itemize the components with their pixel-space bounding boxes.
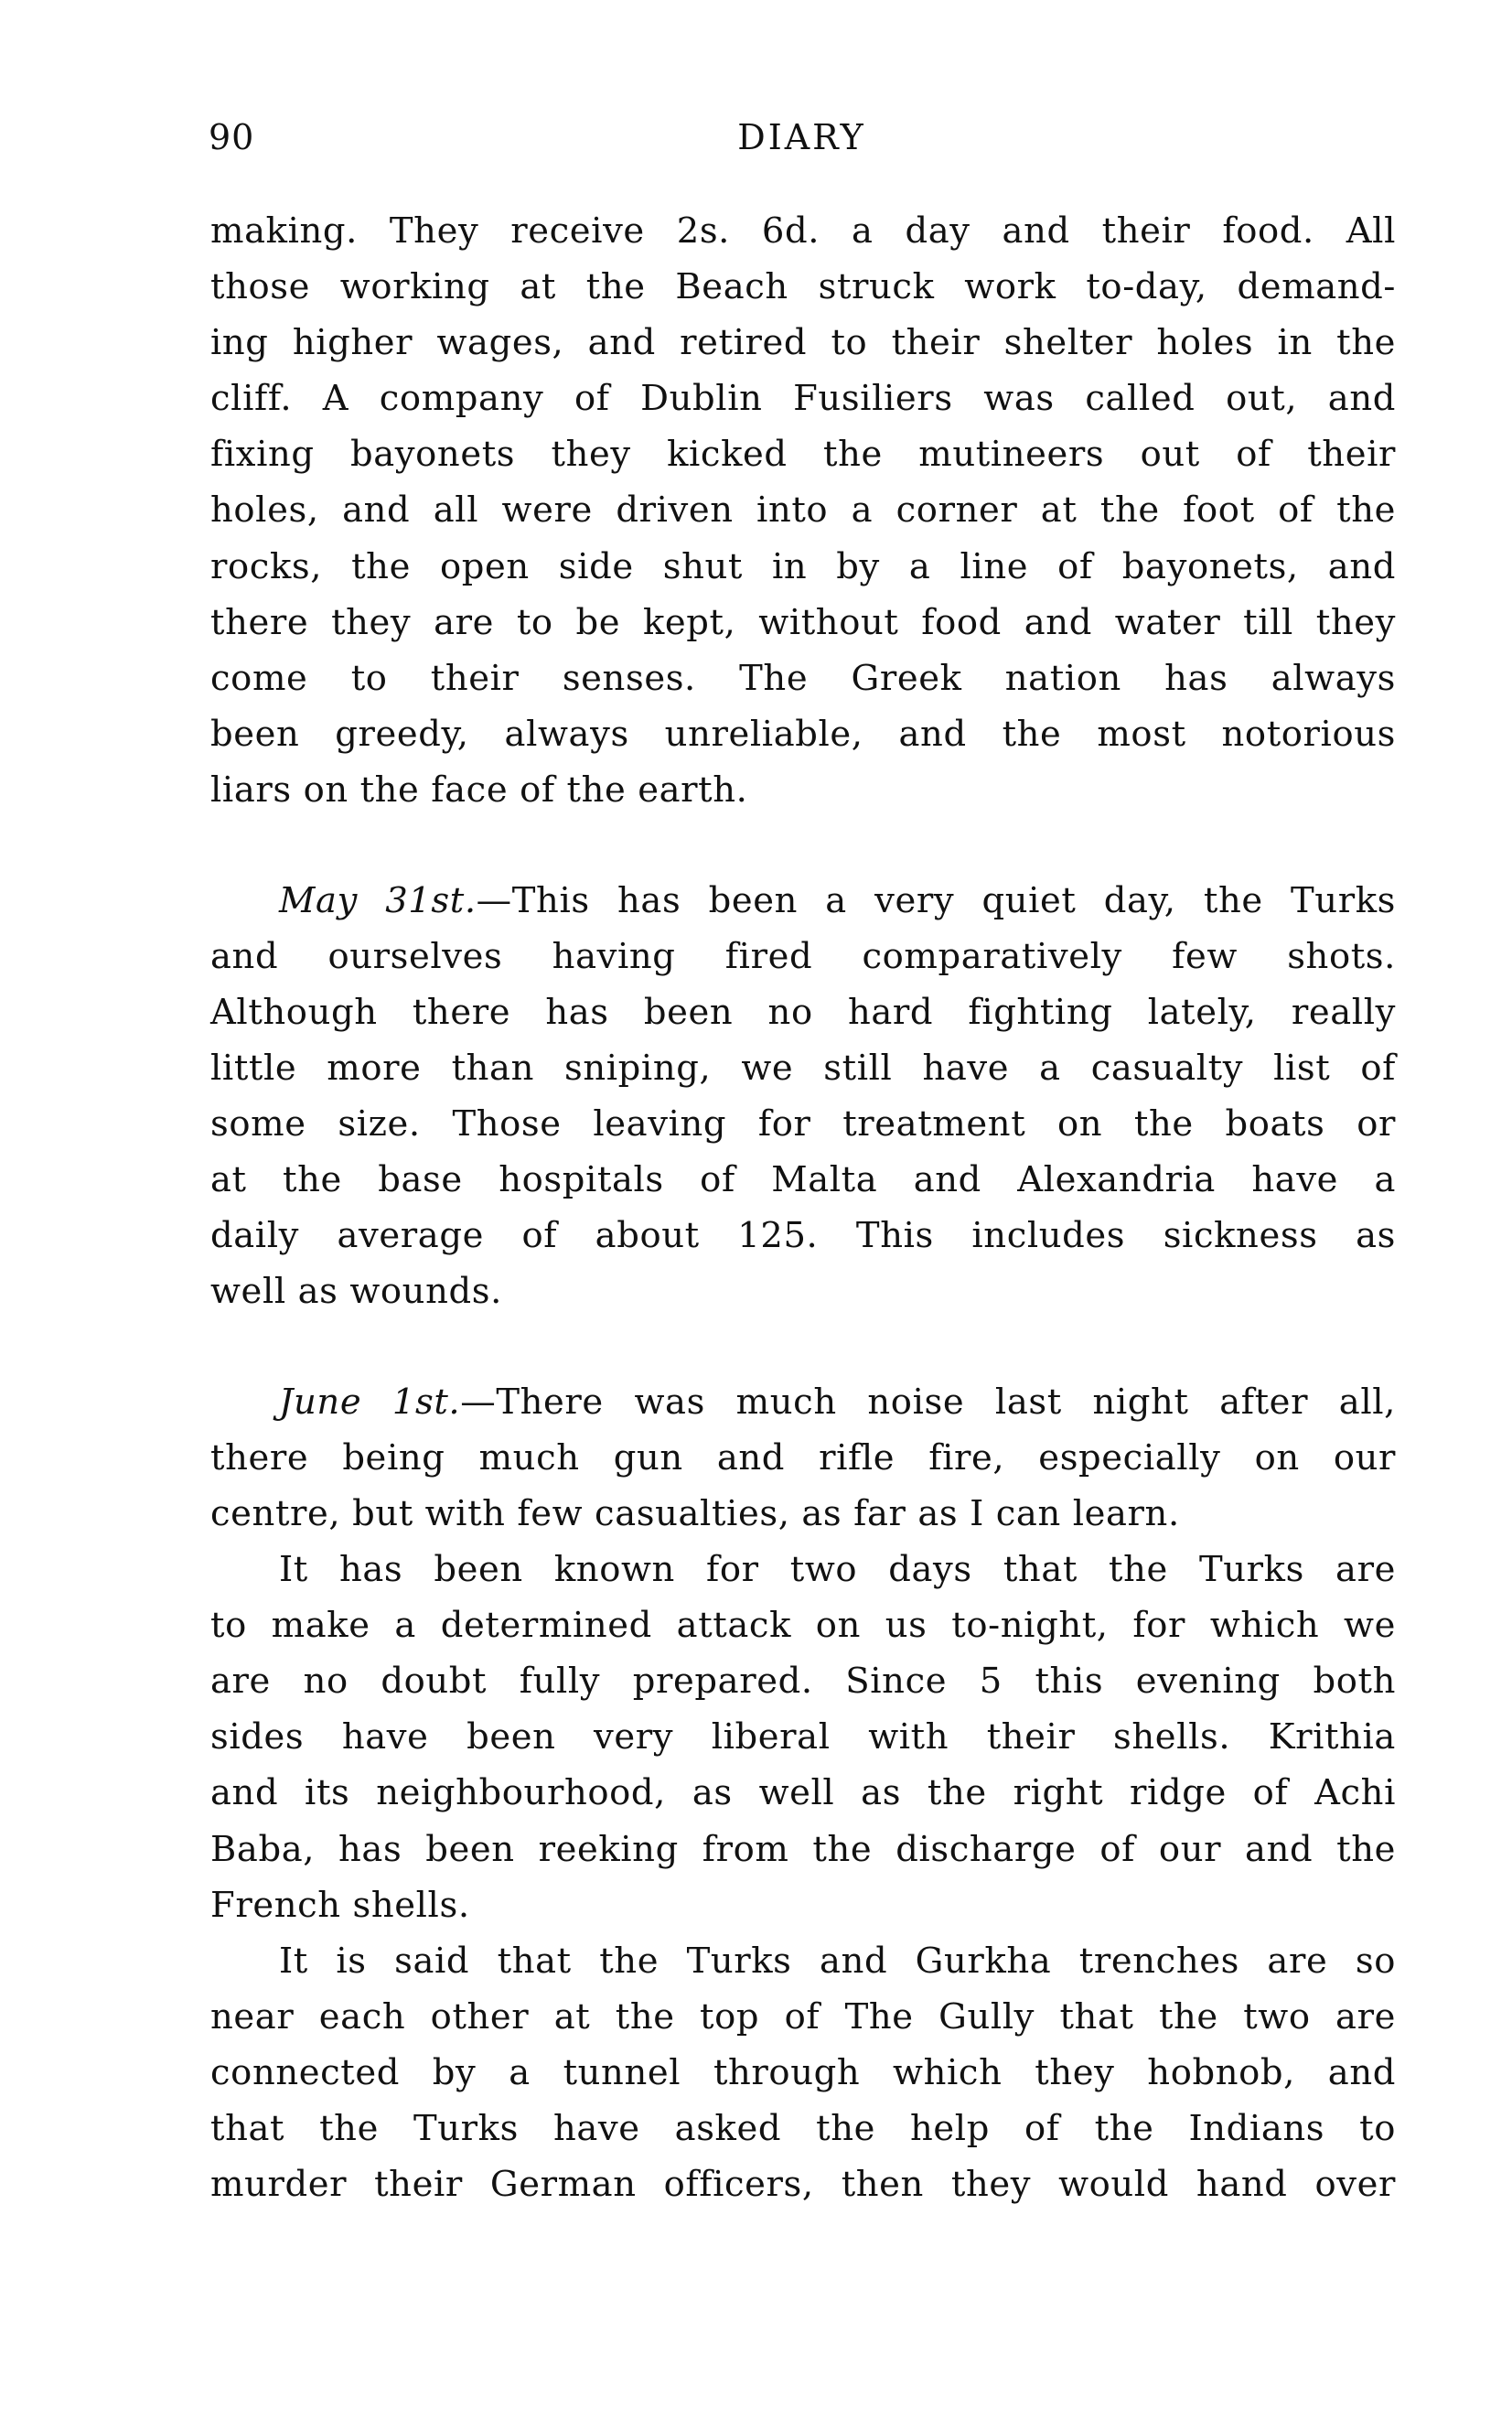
entry-first-line <box>210 873 1396 929</box>
paragraph-attack <box>210 1542 1396 1933</box>
running-head <box>209 113 1395 161</box>
running-title: DIARY <box>737 117 866 157</box>
text-line: fixing bayonets they kicked the mutineers out of their <box>210 434 1396 476</box>
text-line: rocks, the open side shut in by a line of bayonets, and <box>210 545 1396 587</box>
text-line: liars on the face of the earth. <box>210 769 748 811</box>
text-line: French shells. <box>210 1884 470 1926</box>
text-line: been greedy, always unreliable, and the most notorious <box>210 713 1396 755</box>
entry-date: May 31st. <box>279 879 477 921</box>
text-line: near each other at the top of The Gully that the two are <box>210 1995 1396 2038</box>
page-number: 90 <box>209 117 255 157</box>
text-line: daily average of about 125. This includes sickness as <box>210 1215 1396 1257</box>
paragraph-gap <box>210 818 1396 873</box>
text-line: and ourselves having fired comparatively few shots. <box>210 935 1396 977</box>
text-line: It is said that the Turks and Gurkha trenches are so <box>279 1940 1396 1982</box>
text-line: cliff. A company of Dublin Fusiliers was called out, and <box>210 378 1396 420</box>
text-line: ing higher wages, and retired to their shelter holes in the <box>210 322 1396 364</box>
text-line: making. They receive 2s. 6d. a day and their food. All <box>210 210 1396 252</box>
entry-text: —There was much noise last night after all, <box>460 1381 1396 1423</box>
text-line: little more than sniping, we still have a casualty list of <box>210 1047 1396 1089</box>
text-line: Baba, has been reeking from the discharge of our and the <box>210 1828 1396 1870</box>
text-line: well as wounds. <box>210 1271 502 1313</box>
diary-entry-june-1 <box>210 1374 1396 1542</box>
text-line: there being much gun and rifle fire, especially on our <box>210 1436 1396 1478</box>
text-line: and its neighbourhood, as well as the right ridge of Achi <box>210 1772 1396 1814</box>
text-line: come to their senses. The Greek nation has always <box>210 657 1396 699</box>
diary-entry-may-31 <box>210 873 1396 1320</box>
body-text <box>210 203 1396 2212</box>
text-line: are no doubt fully prepared. Since 5 this evening both <box>210 1661 1396 1703</box>
text-line: It has been known for two days that the Turks are <box>279 1549 1396 1591</box>
text-line: holes, and all were driven into a corner at the foot of the <box>210 489 1396 532</box>
text-line: connected by a tunnel through which they hobnob, and <box>210 2051 1396 2093</box>
text-line: there they are to be kept, without food and water till they <box>210 601 1396 643</box>
text-line: some size. Those leaving for treatment on the boats or <box>210 1102 1396 1145</box>
text-line: those working at the Beach struck work to-day, demand- <box>210 266 1396 308</box>
entry-first-line <box>210 1374 1396 1430</box>
text-line: centre, but with few casualties, as far as I can learn. <box>210 1492 1180 1534</box>
paragraph-gap <box>210 1319 1396 1374</box>
entry-text: —This has been a very quiet day, the Turks <box>476 879 1396 921</box>
text-line: to make a determined attack on us to-night, for which we <box>210 1605 1396 1647</box>
text-line: Although there has been no hard fighting lately, really <box>210 991 1396 1033</box>
paragraph-continuation <box>210 203 1396 818</box>
text-line: that the Turks have asked the help of the Indians to <box>210 2108 1396 2149</box>
text-line: at the base hospitals of Malta and Alexandria have a <box>210 1159 1396 1200</box>
text-line: sides have been very liberal with their shells. Krithia <box>210 1716 1396 1758</box>
entry-date: June 1st. <box>279 1381 461 1423</box>
paragraph-tunnel <box>210 1933 1396 2212</box>
text-line: murder their German officers, then they would hand over <box>210 2164 1396 2206</box>
